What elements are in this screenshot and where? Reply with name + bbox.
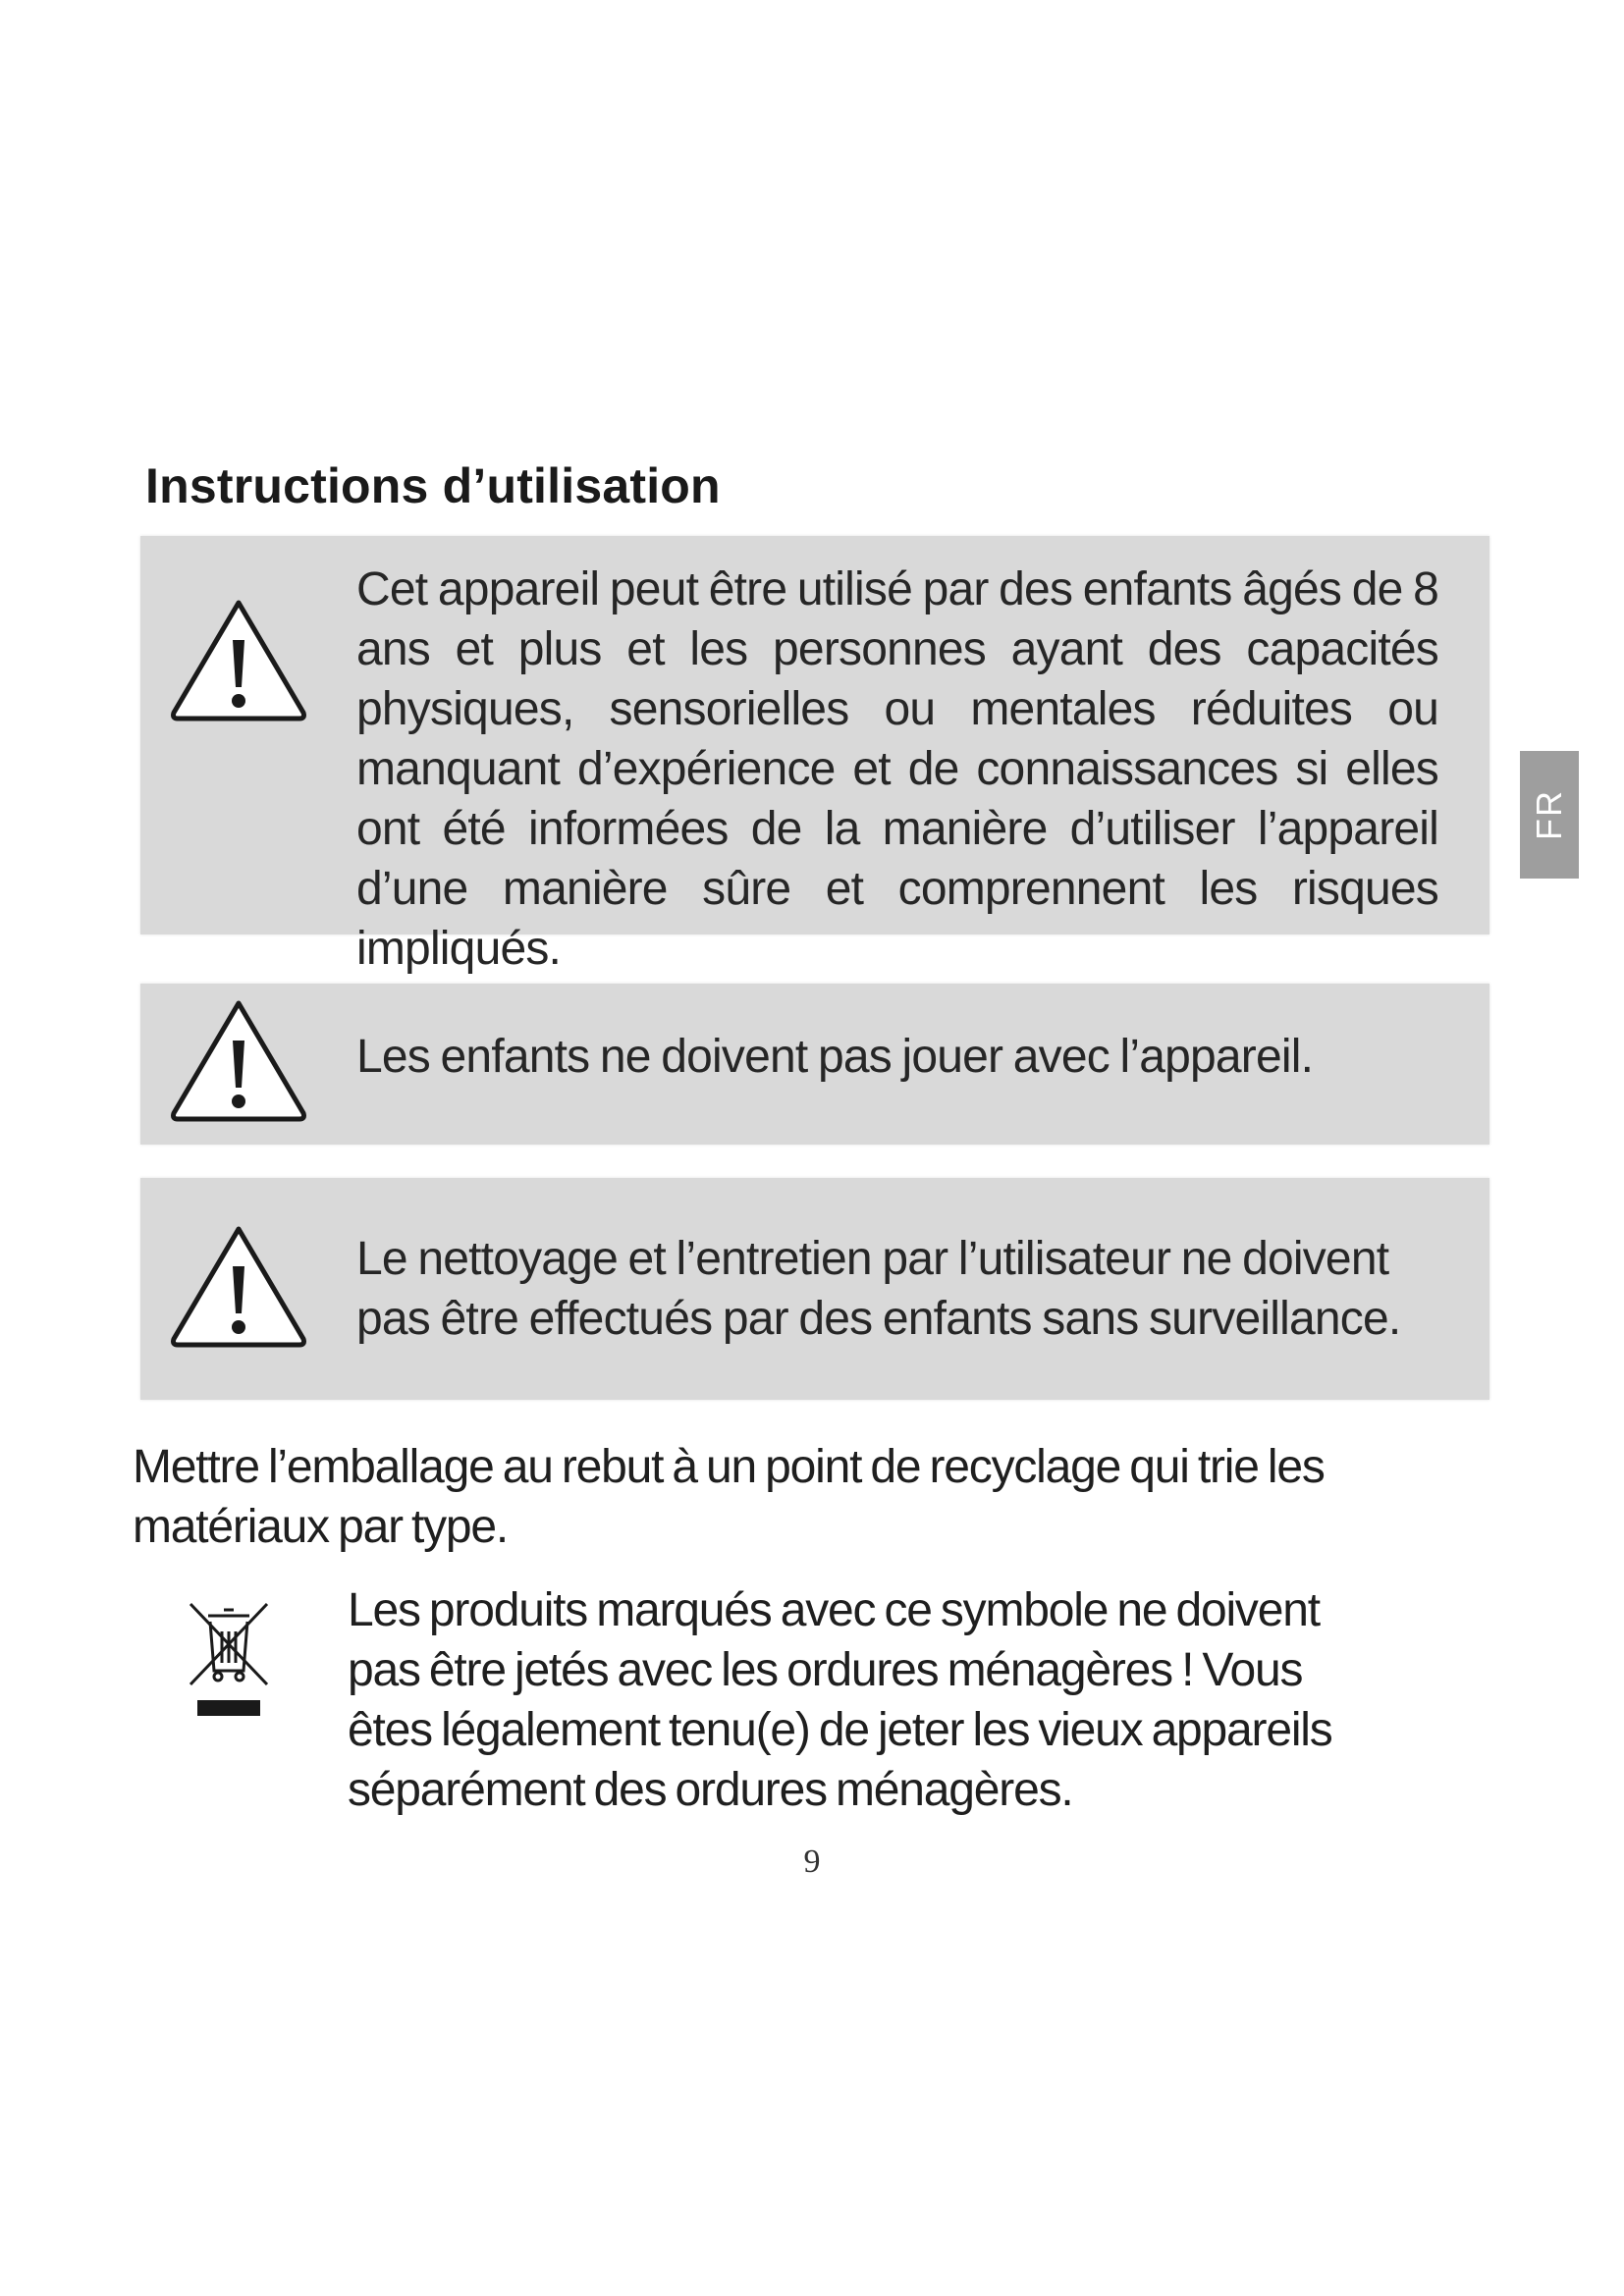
language-tab-label: FR xyxy=(1529,789,1569,840)
warning-box-age xyxy=(140,536,1489,975)
warning-text: Le nettoyage et l’entretien par l’utilisateur ne doivent pas être effectués par des enfants sans surveillance. xyxy=(356,1233,1401,1345)
warning-box-cleaning xyxy=(140,1178,1489,1400)
page-title: Instructions d’utilisation xyxy=(145,458,721,513)
page-number: 9 xyxy=(803,1843,821,1880)
crossed-out-bin-icon xyxy=(185,1598,273,1718)
warning-triangle-icon xyxy=(168,597,309,724)
disposal-notice: Les produits marqués avec ce symbole ne doivent pas être jetés avec les ordures ménagères ! Vous êtes légalement tenu(e) de jeter les vieux appareils séparément des ordures ménagères. xyxy=(348,1584,1332,1816)
packaging-instruction: Mettre l’emballage au rebut à un point de recyclage qui trie les matériaux par type. xyxy=(133,1441,1325,1553)
warning-text: Les enfants ne doivent pas jouer avec l’appareil. xyxy=(356,1031,1314,1083)
language-tab xyxy=(1520,751,1579,879)
warning-box-play xyxy=(140,984,1489,1145)
warning-triangle-icon xyxy=(168,1223,309,1351)
warning-text: Cet appareil peut être utilisé par des enfants âgés de 8 ans et plus et les personnes ayant des capacités physiques, sensorielles ou mentales réduites ou manquant d’expérience et de connaissances si elles ont été informées de la manière d’utiliser l’appareil d’une manière sûre et comprennent les risques impliqués. xyxy=(356,563,1438,975)
warning-triangle-icon xyxy=(168,997,309,1125)
